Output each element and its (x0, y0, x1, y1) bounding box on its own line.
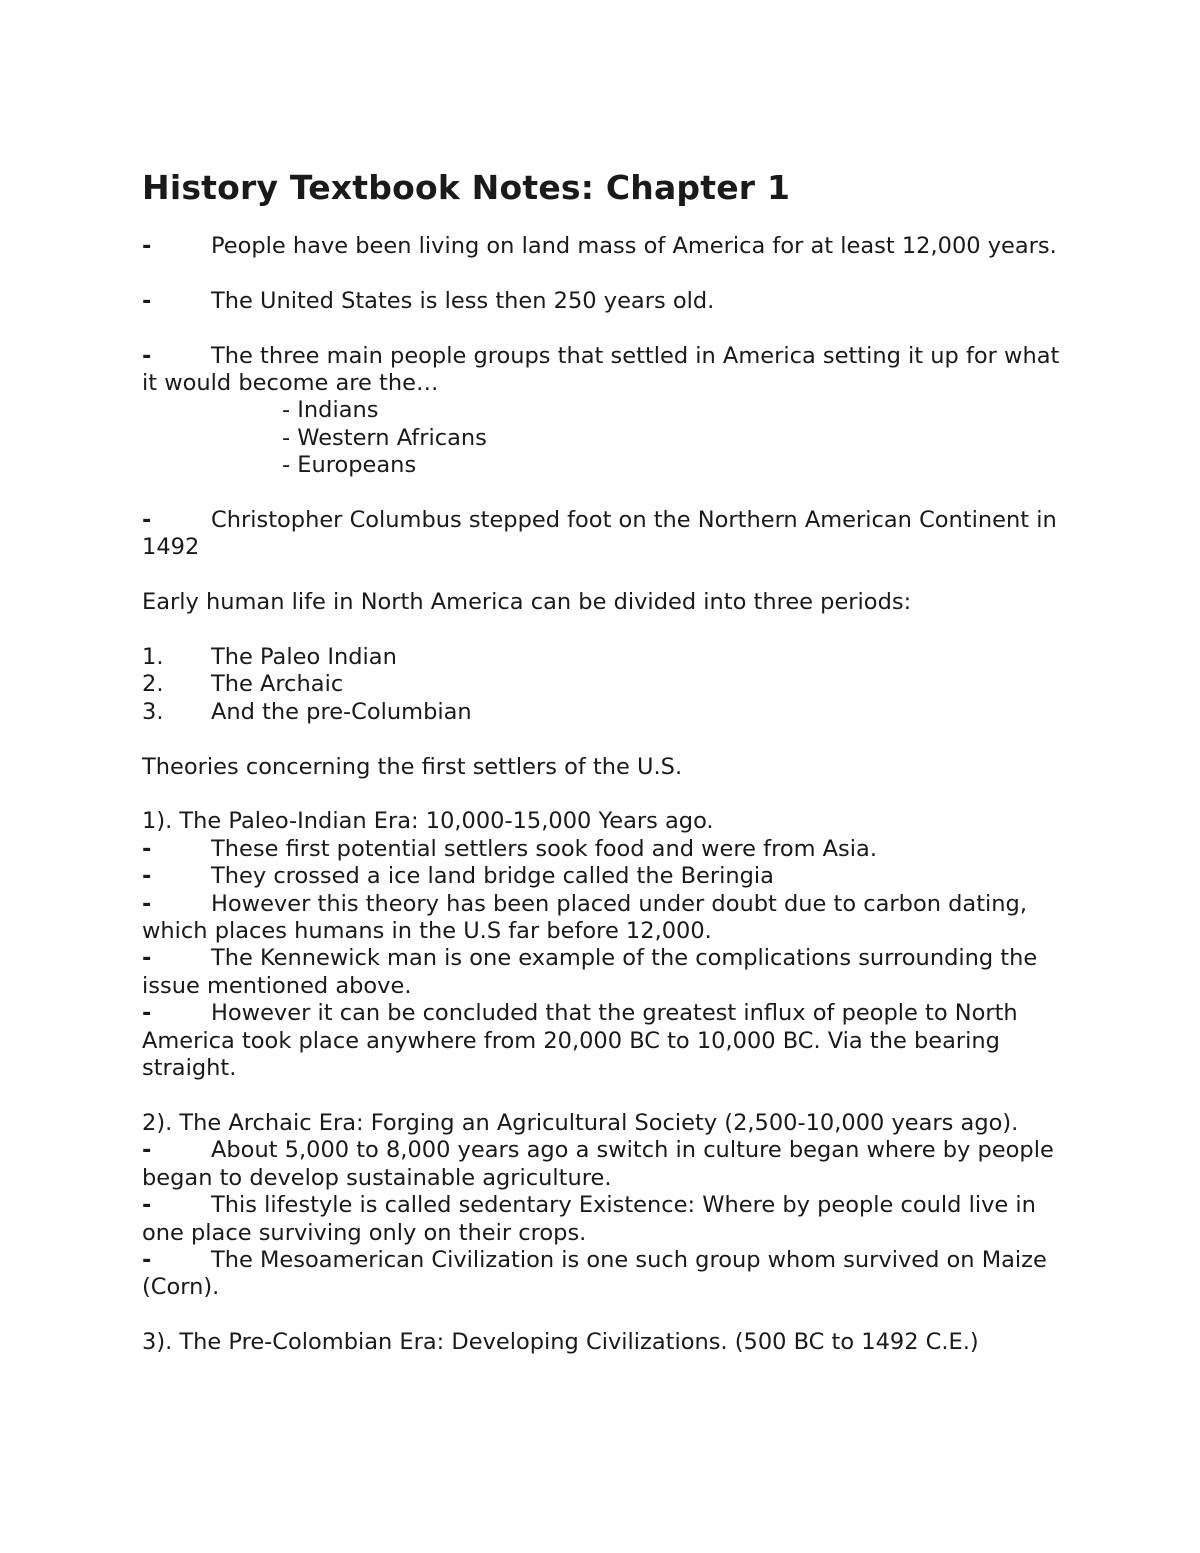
period-text: The Paleo Indian (211, 644, 397, 671)
era1-bullet (142, 836, 1062, 863)
bullet-text: Christopher Columbus stepped foot on the Northern American Continent in 1492 (142, 507, 1057, 561)
period-number: 2. (142, 671, 164, 698)
period-item (142, 671, 1062, 698)
intro-bullet-3 (142, 343, 1062, 398)
bullet-text: These first potential settlers sook food and were from Asia. (211, 835, 877, 862)
period-text: And the pre-Columbian (211, 698, 472, 725)
era2-bullet (142, 1247, 1062, 1302)
bullet-dash: - (142, 890, 152, 917)
period-text: The Archaic (211, 671, 344, 698)
intro-bullet-2 (142, 288, 1062, 315)
bullet-text: However this theory has been placed under doubt due to carbon dating, which places humans in the U.S far before 12,000. (142, 890, 1027, 945)
bullet-dash: - (142, 342, 152, 369)
bullet-dash: - (142, 287, 152, 314)
document-page (142, 168, 1062, 1357)
era1-bullet (142, 891, 1062, 946)
bullet-dash: - (142, 863, 152, 890)
era3-heading: 3). The Pre-Colombian Era: Developing Civilizations. (500 BC to 1492 C.E.) (142, 1329, 979, 1356)
people-group-item: - Indians (282, 397, 379, 424)
intro-bullet-4 (142, 507, 1062, 562)
bullet-text: The three main people groups that settled in America setting it up for what it would become are the… (142, 342, 1060, 396)
bullet-dash: - (142, 233, 152, 259)
era2-heading: 2). The Archaic Era: Forging an Agricultural Society (2,500-10,000 years ago). (142, 1109, 1019, 1136)
periods-intro: Early human life in North America can be divided into three periods: (142, 589, 912, 616)
bullet-dash: - (142, 1000, 152, 1027)
period-number: 1. (142, 644, 164, 671)
bullet-text: About 5,000 to 8,000 years ago a switch in culture began where by people began to develop sustainable agriculture. (142, 1137, 1054, 1191)
bullet-dash: - (142, 1192, 152, 1219)
bullet-text: The Kennewick man is one example of the complications surrounding the issue mentioned above. (142, 945, 1038, 999)
people-group-item: - Western Africans (282, 424, 487, 451)
intro-bullet-1 (142, 233, 1062, 260)
bullet-dash: - (142, 507, 152, 534)
people-group-item: - Europeans (282, 452, 417, 479)
bullet-text: They crossed a ice land bridge called the Beringia (211, 863, 774, 890)
era1-bullet (142, 945, 1062, 1000)
bullet-text: People have been living on land mass of America for at least 12,000 years. (211, 233, 1057, 259)
bullet-text: However it can be concluded that the greatest influx of people to North America took place anywhere from 20,000 BC to 10,000 BC. Via the bearing straight. (142, 1000, 1018, 1082)
bullet-dash: - (142, 945, 152, 972)
era1-heading: 1). The Paleo-Indian Era: 10,000-15,000 Years ago. (142, 808, 714, 835)
bullet-dash: - (142, 1246, 152, 1273)
bullet-text: This lifestyle is called sedentary Existence: Where by people could live in one place surviving only on their crops. (142, 1192, 1036, 1246)
period-number: 3. (142, 698, 164, 725)
page-title: History Textbook Notes: Chapter 1 (142, 168, 791, 207)
bullet-dash: - (142, 1137, 152, 1164)
era2-bullet (142, 1137, 1062, 1192)
theories-intro: Theories concerning the first settlers of the U.S. (142, 753, 683, 780)
era1-bullet (142, 863, 1062, 890)
era1-bullet (142, 1000, 1062, 1082)
period-item (142, 699, 1062, 726)
period-item (142, 644, 1062, 671)
bullet-dash: - (142, 835, 152, 862)
bullet-text: The Mesoamerican Civilization is one such group whom survived on Maize (Corn). (142, 1246, 1047, 1301)
era2-bullet (142, 1192, 1062, 1247)
bullet-text: The United States is less then 250 years old. (211, 287, 715, 314)
